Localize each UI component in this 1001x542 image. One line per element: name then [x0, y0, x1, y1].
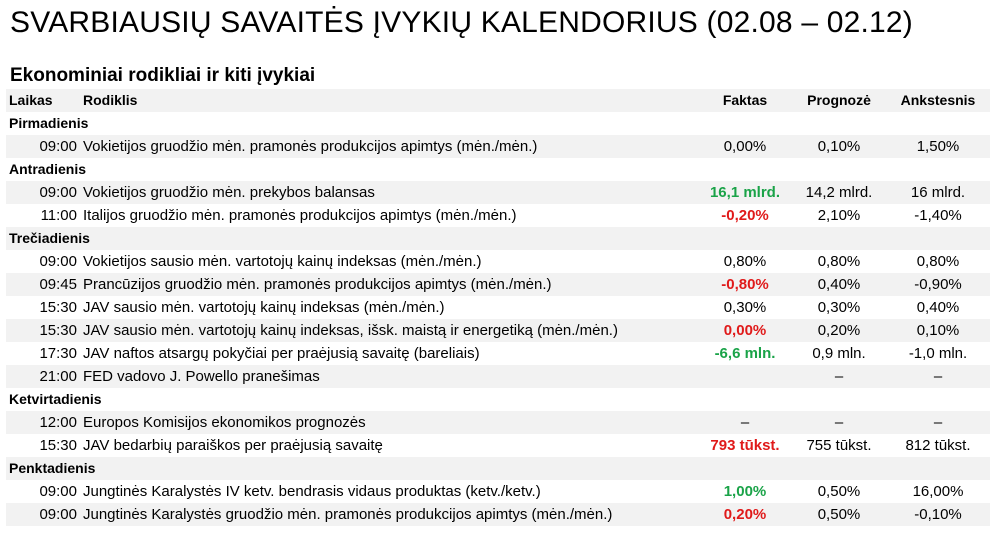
event-previous: 16,00% — [912, 483, 964, 500]
header-actual: Faktas — [722, 92, 768, 108]
calendar-body — [6, 112, 990, 526]
day-label: Ketvirtadienis — [9, 391, 102, 407]
event-forecast: – — [834, 368, 844, 385]
event-previous: -0,90% — [914, 276, 962, 293]
page-title: SVARBIAUSIŲ SAVAITĖS ĮVYKIŲ KALENDORIUS (02.08 – 02.12) — [10, 6, 914, 39]
day-label: Antradienis — [9, 161, 87, 177]
table-row — [6, 342, 990, 365]
event-indicator: JAV sausio mėn. vartotojų kainų indeksas, išsk. maistą ir energetiką (mėn./mėn.) — [83, 322, 618, 339]
event-forecast: 0,50% — [817, 483, 861, 500]
event-indicator: Prancūzijos gruodžio mėn. pramonės produkcijos apimtys (mėn./mėn.) — [83, 276, 552, 293]
event-time: 21:00 — [39, 368, 77, 385]
event-actual: 0,30% — [723, 299, 767, 316]
day-row — [6, 158, 990, 181]
event-forecast: 755 tūkst. — [806, 437, 872, 454]
event-indicator: JAV sausio mėn. vartotojų kainų indeksas (mėn./mėn.) — [83, 299, 445, 316]
table-row — [6, 135, 990, 158]
event-actual: – — [740, 414, 750, 431]
event-forecast: 0,10% — [817, 138, 861, 155]
event-forecast: 0,9 mln. — [812, 345, 866, 362]
event-indicator: JAV bedarbių paraiškos per praėjusią savaitę — [83, 437, 383, 454]
event-time: 11:00 — [40, 207, 77, 224]
event-actual: 1,00% — [723, 483, 767, 500]
header-time: Laikas — [9, 92, 53, 108]
event-previous: 0,10% — [916, 322, 960, 339]
event-forecast: 0,20% — [817, 322, 861, 339]
event-time: 09:00 — [39, 253, 77, 270]
header-indicator: Rodiklis — [83, 92, 138, 108]
table-header-row — [6, 89, 990, 112]
table-row — [6, 181, 990, 204]
event-actual: -0,20% — [721, 207, 769, 224]
event-previous: 16 mlrd. — [910, 184, 966, 201]
event-actual — [698, 365, 792, 388]
table-row — [6, 273, 990, 296]
day-row — [6, 227, 990, 250]
event-indicator: Vokietijos gruodžio mėn. prekybos balansas — [83, 184, 375, 201]
table-row — [6, 480, 990, 503]
day-label: Penktadienis — [9, 460, 96, 476]
event-previous: 812 tūkst. — [905, 437, 971, 454]
table-row — [6, 296, 990, 319]
event-actual: 0,80% — [723, 253, 767, 270]
event-time: 09:00 — [39, 138, 77, 155]
event-indicator: FED vadovo J. Powello pranešimas — [83, 368, 320, 385]
event-time: 17:30 — [39, 345, 77, 362]
header-previous: Ankstesnis — [900, 92, 976, 108]
event-actual: -0,80% — [721, 276, 769, 293]
event-forecast: 0,40% — [817, 276, 861, 293]
table-row — [6, 250, 990, 273]
event-previous: 1,50% — [916, 138, 960, 155]
event-time: 12:00 — [39, 414, 77, 431]
event-actual: 16,1 mlrd. — [709, 184, 781, 201]
event-indicator: Jungtinės Karalystės IV ketv. bendrasis vidaus produktas (ketv./ketv.) — [83, 483, 541, 500]
event-time: 15:30 — [39, 322, 77, 339]
day-row — [6, 112, 990, 135]
table-row — [6, 319, 990, 342]
day-row — [6, 388, 990, 411]
event-time: 09:00 — [39, 506, 77, 523]
event-time: 09:00 — [39, 483, 77, 500]
event-forecast: 0,50% — [817, 506, 861, 523]
event-time: 15:30 — [39, 437, 77, 454]
calendar-table — [6, 89, 990, 526]
event-indicator: Europos Komisijos ekonomikos prognozės — [83, 414, 366, 431]
header-forecast: Prognozė — [807, 92, 871, 108]
event-previous: -1,40% — [914, 207, 962, 224]
event-time: 09:45 — [39, 276, 77, 293]
event-forecast: – — [834, 414, 844, 431]
event-time: 15:30 — [39, 299, 77, 316]
event-previous: 0,80% — [916, 253, 960, 270]
event-previous: – — [933, 368, 943, 385]
table-row — [6, 434, 990, 457]
event-previous: -1,0 mln. — [908, 345, 968, 362]
event-indicator: Italijos gruodžio mėn. pramonės produkcijos apimtys (mėn./mėn.) — [83, 207, 517, 224]
event-actual: -6,6 mln. — [714, 345, 776, 362]
table-row — [6, 503, 990, 526]
day-row — [6, 457, 990, 480]
event-previous: – — [933, 414, 943, 431]
section-subtitle: Ekonominiai rodikliai ir kiti įvykiai — [10, 65, 316, 86]
event-actual: 0,00% — [723, 138, 767, 155]
event-actual: 0,20% — [723, 506, 767, 523]
event-actual: 793 tūkst. — [710, 437, 780, 454]
event-forecast: 14,2 mlrd. — [805, 184, 873, 201]
event-indicator: Vokietijos gruodžio mėn. pramonės produkcijos apimtys (mėn./mėn.) — [83, 138, 538, 155]
table-row — [6, 204, 990, 227]
event-previous: -0,10% — [914, 506, 962, 523]
table-row — [6, 365, 990, 388]
event-indicator: Vokietijos sausio mėn. vartotojų kainų indeksas (mėn./mėn.) — [83, 253, 482, 270]
day-label: Trečiadienis — [9, 230, 90, 246]
event-indicator: Jungtinės Karalystės gruodžio mėn. pramonės produkcijos apimtys (mėn./mėn.) — [83, 506, 613, 523]
event-previous: 0,40% — [916, 299, 960, 316]
event-actual: 0,00% — [723, 322, 767, 339]
event-time: 09:00 — [39, 184, 77, 201]
day-label: Pirmadienis — [9, 115, 89, 131]
event-forecast: 0,80% — [817, 253, 861, 270]
table-row — [6, 411, 990, 434]
event-forecast: 0,30% — [817, 299, 861, 316]
event-indicator: JAV naftos atsargų pokyčiai per praėjusią savaitę (bareliais) — [83, 345, 480, 362]
event-forecast: 2,10% — [817, 207, 861, 224]
